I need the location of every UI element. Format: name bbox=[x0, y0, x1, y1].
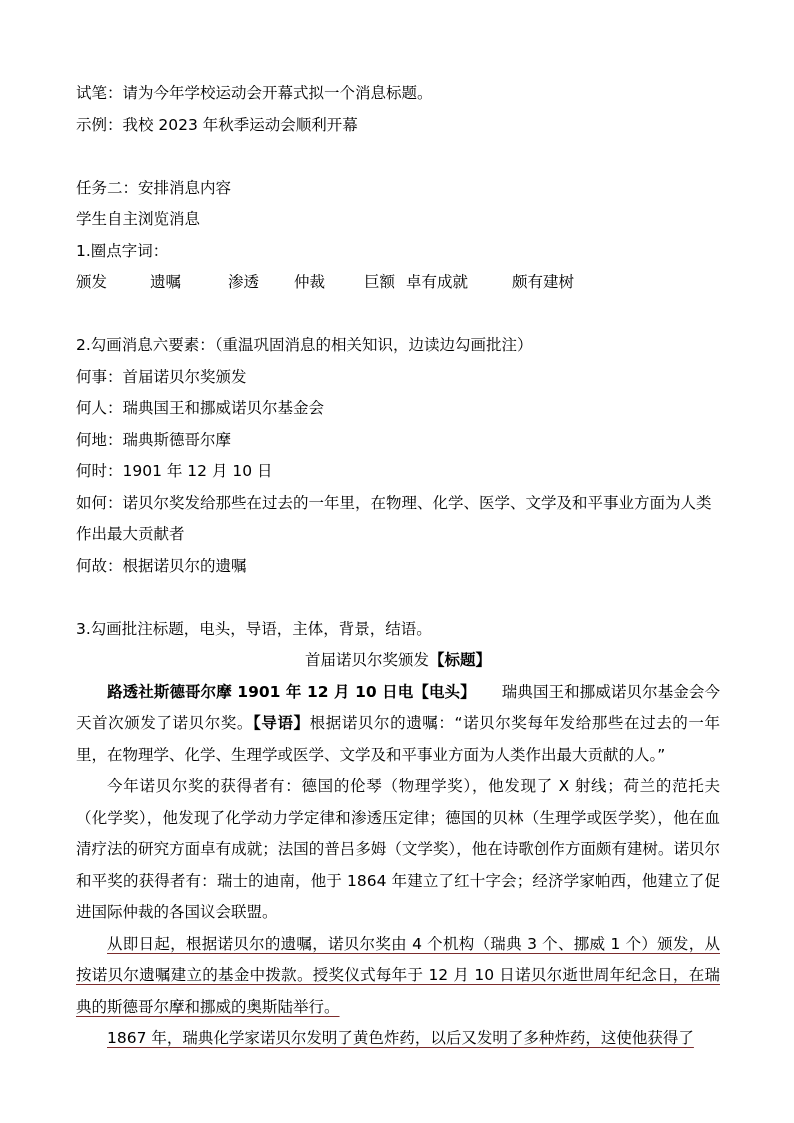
lead-quote: 根据诺贝尔的遗嘱：“诺贝尔奖每年发给那些在过去的一年里，在物理学、化学、生理学或医学、文学及和平事业方面为人类作出最大贡献的人。” bbox=[76, 714, 720, 764]
element-why: 何故：根据诺贝尔的遗嘱 bbox=[76, 556, 247, 575]
vocabulary-list bbox=[76, 267, 720, 299]
step1-heading: 1.圈点字词： bbox=[76, 241, 169, 260]
step2-heading: 2.勾画消息六要素：（重温巩固消息的相关知识，边读边勾画批注） bbox=[76, 336, 533, 354]
vocab-word: 颇有建树 bbox=[512, 273, 575, 291]
step3-heading: 3.勾画批注标题，电头，导语，主体，背景，结语。 bbox=[76, 619, 432, 638]
task2-subtitle: 学生自主浏览消息 bbox=[76, 210, 201, 228]
article-dateline: 路透社斯德哥尔摩 1901 年 12 月 10 日电 bbox=[107, 682, 414, 701]
article-body-paragraph: 今年诺贝尔奖的获得者有：德国的伦琴（物理学奖），他发现了 X 射线；荷兰的范托夫（化学奖），他发现了化学动力学定律和渗透压定律；德国的贝林（生理学或医学奖），他在血清疗法的研究方面卓有成就；法国的普吕多姆（文学奖），他在诗歌创作方面颇有建树。诺贝尔和平奖的获得者有：瑞士的迪南，他于 1864 年建立了红十字会；经济学家帕西，他建立了促进国际仲裁的各国议会联盟。 bbox=[76, 777, 720, 921]
vocab-word: 卓有成就 bbox=[406, 273, 469, 291]
article-background-paragraph bbox=[76, 929, 720, 1024]
exercise-prompt: 试笔：请为今年学校运动会开幕式拟一个消息标题。 bbox=[76, 84, 433, 102]
element-where: 何地：瑞典斯德哥尔摩 bbox=[76, 430, 232, 449]
underlined-text: 从即日起，根据诺贝尔的遗嘱，诺贝尔奖由 4 个机构（瑞典 3 个、挪威 1 个）颁发，从按诺贝尔遗嘱建立的基金中拨款。授奖仪式每年于 12 月 10 日诺贝尔逝世周年纪念日，在瑞典的斯德哥尔摩和挪威的奥斯陆举行。 bbox=[76, 934, 720, 1016]
document-page bbox=[76, 78, 720, 1055]
vocab-word: 遗嘱 bbox=[150, 273, 182, 291]
task2-title: 任务二：安排消息内容 bbox=[76, 178, 232, 197]
title-annotation: 【标题】 bbox=[429, 651, 492, 669]
article-title: 首届诺贝尔奖颁发 bbox=[304, 651, 429, 669]
vocab-word: 巨额 bbox=[364, 273, 396, 291]
lead-sentence: 瑞典国王和挪威诺贝尔基金会今天首次颁发了诺贝尔奖。 bbox=[76, 682, 720, 732]
element-who: 何人：瑞典国王和挪威诺贝尔基金会 bbox=[76, 399, 325, 417]
exercise-example: 示例：我校 2023 年秋季运动会顺利开幕 bbox=[76, 115, 358, 134]
dateline-annotation: 【电头】 bbox=[413, 682, 476, 701]
element-when: 何时：1901 年 12 月 10 日 bbox=[76, 462, 273, 480]
element-how: 如何：诺贝尔奖发给那些在过去的一年里，在物理、化学、医学、文学及和平事业方面为人类作出最大贡献者 bbox=[76, 493, 712, 543]
element-what: 何事：首届诺贝尔奖颁发 bbox=[76, 367, 247, 386]
blank-line bbox=[76, 299, 720, 331]
underlined-text: 1867 年，瑞典化学家诺贝尔发明了黄色炸药，以后又发明了多种炸药，这使他获得了 bbox=[107, 1029, 694, 1047]
blank-line bbox=[76, 141, 720, 173]
blank-line bbox=[76, 582, 720, 614]
vocab-word: 仲裁 bbox=[294, 273, 326, 291]
article-lead-paragraph bbox=[76, 677, 720, 772]
lead-annotation: 【导语】 bbox=[253, 714, 310, 732]
article-title-line bbox=[76, 645, 720, 677]
article-closing-paragraph bbox=[76, 1023, 720, 1055]
vocab-word: 颁发 bbox=[76, 273, 108, 291]
vocab-word: 渗透 bbox=[228, 273, 260, 291]
